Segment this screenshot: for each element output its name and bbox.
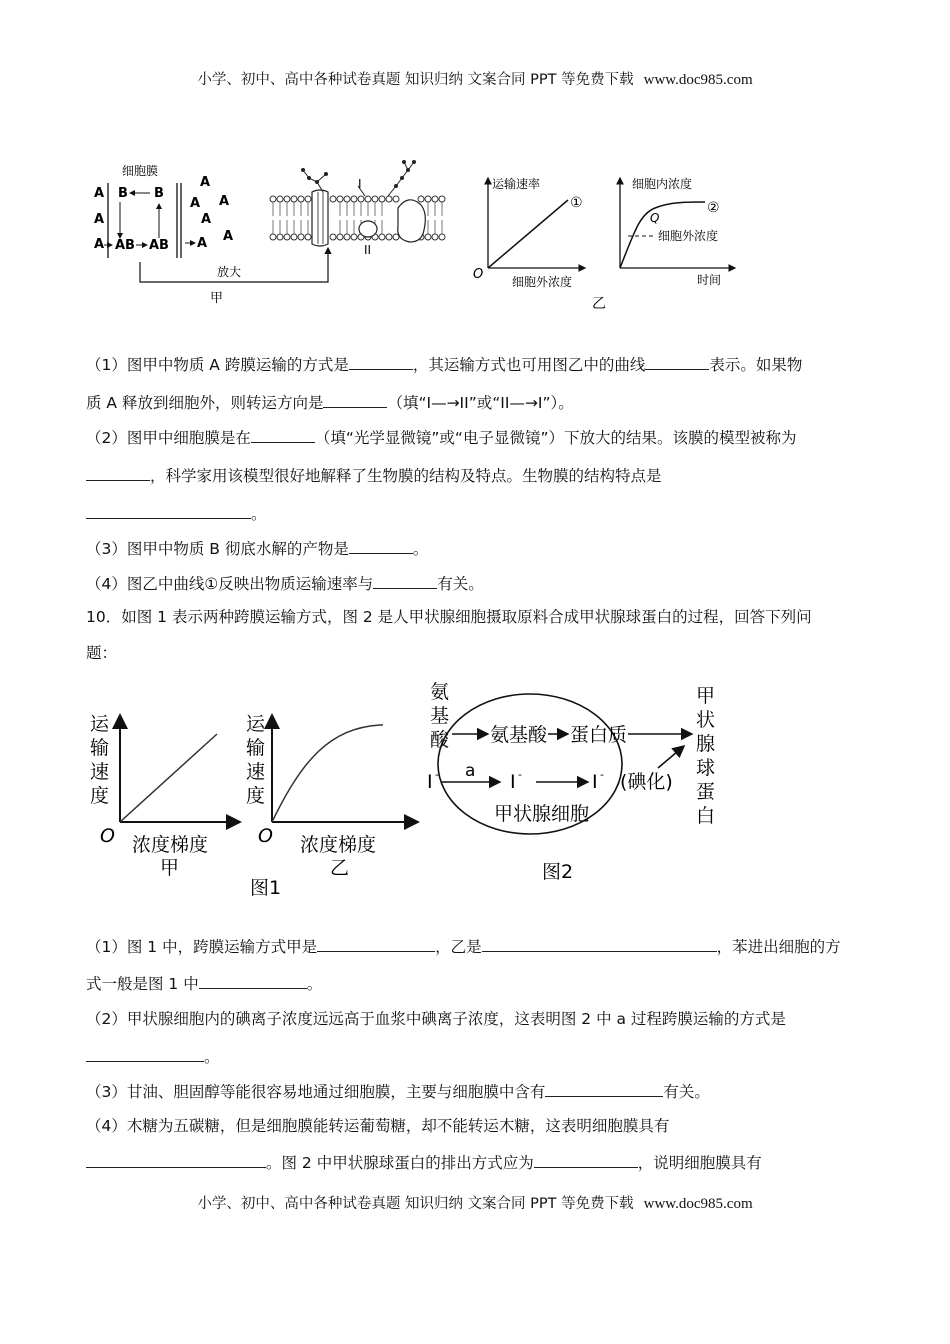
fig1b-ylabel-char: 输: [246, 737, 266, 759]
q9-text: （填“I—→II”或“II—→I”）。: [387, 394, 574, 412]
fig2-amino-char: 基: [430, 705, 450, 727]
q9-text: 质 A 释放到细胞外，则转运方向是: [86, 394, 324, 412]
q10-text: 式一般是图 1 中: [86, 975, 199, 993]
q10-text: ，苯进出细胞的方: [716, 938, 841, 956]
letter-a4: A: [200, 175, 211, 190]
page-footer: [0, 1192, 950, 1213]
fig1b-ylabel-char: 运: [246, 713, 266, 735]
letter-a7: A: [201, 212, 212, 227]
g1-curve-label: ①: [570, 195, 583, 211]
answer-blank[interactable]: [482, 937, 717, 952]
fig2-product-char: 甲: [696, 685, 716, 707]
answer-blank[interactable]: [349, 539, 413, 554]
answer-blank[interactable]: [251, 428, 315, 443]
graph-2: [620, 176, 735, 287]
fig1b-xlabel: 浓度梯度: [300, 834, 377, 856]
q9-text: （3）图甲中物质 B 彻底水解的产物是: [86, 540, 349, 558]
fig1-graph-yi: [246, 713, 418, 879]
fig2-amino-char: 氨: [430, 681, 450, 703]
q10-intro-2: 题：: [86, 644, 118, 662]
q10-text: （3）甘油、胆固醇等能很容易地通过细胞膜，主要与细胞膜中含有: [86, 1083, 546, 1101]
q9-line-5: [86, 503, 876, 525]
fig2-diagram: [427, 681, 715, 883]
letter-ab1: AB: [115, 238, 135, 253]
letter-a9: A: [223, 229, 234, 244]
fig2-a-label: a: [465, 761, 476, 781]
q9-text: 。: [412, 540, 429, 558]
answer-blank[interactable]: [199, 974, 307, 989]
q9-text: （4）图乙中曲线①反映出物质运输速率与: [86, 575, 374, 593]
jia-label: 甲: [210, 291, 224, 306]
fig2-caption: 图2: [542, 861, 574, 883]
fig2-product-char: 白: [696, 805, 716, 827]
fig1a-ylabel-char: 度: [90, 785, 110, 807]
answer-blank[interactable]: [373, 574, 437, 589]
fig2-minus: -: [435, 768, 439, 781]
fig2-protein: 蛋白质: [570, 724, 628, 746]
q10-text: 。图 2 中甲状腺球蛋白的排出方式应为: [266, 1154, 534, 1172]
fig2-cell-label: 甲状腺细胞: [494, 803, 590, 825]
answer-blank[interactable]: [86, 1047, 204, 1062]
label-II: II: [364, 243, 372, 257]
fig1-graph-jia: [90, 713, 240, 879]
fig1a-sub-label: 甲: [160, 857, 180, 879]
fig2-iodide-in2: I: [592, 771, 598, 793]
g2-dashed-label: 细胞外浓度: [658, 229, 719, 243]
footer-text: 小学、初中、高中各种试卷真题 知识归纳 文案合同 PPT 等免费下载: [197, 1196, 634, 1212]
q9-text: 有关。: [437, 575, 484, 593]
header-text: 小学、初中、高中各种试卷真题 知识归纳 文案合同 PPT 等免费下载: [197, 72, 634, 88]
g1-origin: O: [473, 267, 484, 282]
letter-a5: A: [190, 196, 201, 211]
letter-ab2: AB: [149, 238, 169, 253]
fig2-iodination: (碘化): [620, 771, 673, 793]
q9-line-1: [86, 354, 876, 376]
q10-line-1: [86, 936, 876, 958]
q9-line-4: [86, 465, 876, 487]
fig2-amino-char: 酸: [430, 729, 450, 751]
fig2-iodide-outside: I: [427, 771, 433, 793]
g1-xlabel: 细胞外浓度: [512, 275, 573, 289]
answer-blank[interactable]: [86, 1153, 266, 1168]
bilayer: [270, 160, 448, 257]
q9-line-2: [86, 392, 876, 414]
fig2-product-char: 球: [696, 757, 716, 779]
q10-line-4: [86, 1046, 876, 1068]
fig1b-ylabel-char: 速: [246, 761, 266, 783]
figure-jia-yi: [80, 150, 780, 325]
fig1a-origin: O: [100, 825, 115, 847]
letter-a3: A: [94, 237, 105, 252]
fig2-minus: -: [600, 768, 604, 781]
g1-ylabel: 运输速率: [492, 177, 541, 191]
q9-line-7: [86, 573, 876, 595]
q10-text: 有关。: [663, 1083, 710, 1101]
q9-line-6: [86, 538, 876, 560]
q10-line-2: [86, 973, 876, 995]
fig2-product-char: 蛋: [696, 781, 716, 803]
q10-line-7: [86, 1152, 876, 1174]
q10-text: 。: [306, 975, 323, 993]
fig1a-xlabel: 浓度梯度: [132, 834, 209, 856]
q9-text: 表示。如果物: [709, 356, 803, 374]
answer-blank[interactable]: [545, 1082, 663, 1097]
fig2-product-char: 腺: [696, 733, 716, 755]
fig1b-origin: O: [258, 825, 273, 847]
q9-text: （2）图甲中细胞膜是在: [86, 429, 251, 447]
q9-line-3: [86, 427, 876, 449]
q10-text: ，说明细胞膜具有: [637, 1154, 762, 1172]
graph-1: [473, 176, 585, 289]
g2-ylabel: 细胞内浓度: [632, 177, 693, 191]
q10-line-6: （4）木糖为五碳糖，但是细胞膜能转运葡萄糖，却不能转运木糖，这表明细胞膜具有: [86, 1117, 670, 1135]
fig2-amino-inside: 氨基酸: [490, 724, 548, 746]
q10-text: ，乙是: [435, 938, 482, 956]
fig1a-ylabel-char: 运: [90, 713, 110, 735]
q10-text: 。: [204, 1048, 220, 1066]
membrane-label: 细胞膜: [122, 164, 159, 178]
letter-a1: A: [94, 186, 105, 201]
q10-line-5: [86, 1081, 876, 1103]
g2-point-q: Q: [650, 211, 660, 225]
fig1a-ylabel-char: 速: [90, 761, 110, 783]
page-header: [0, 68, 950, 89]
fig2-product-char: 状: [696, 709, 716, 731]
footer-url: www.doc985.com: [643, 1196, 753, 1212]
q10-text: （1）图 1 中，跨膜运输方式甲是: [86, 938, 318, 956]
q9-text: 。: [251, 505, 267, 523]
q9-text: ，科学家用该模型很好地解释了生物膜的结构及特点。生物膜的结构特点是: [150, 467, 662, 485]
answer-blank[interactable]: [323, 393, 387, 408]
fig2-minus: -: [518, 768, 522, 781]
fig1a-ylabel-char: 输: [90, 737, 110, 759]
answer-blank[interactable]: [534, 1153, 638, 1168]
q9-text: （填“光学显微镜”或“电子显微镜”）下放大的结果。该膜的模型被称为: [314, 429, 797, 447]
q9-text: （1）图甲中物质 A 跨膜运输的方式是: [86, 356, 349, 374]
letter-b2: B: [154, 186, 164, 201]
zoom-label: 放大: [217, 265, 242, 279]
g2-curve-label: ②: [707, 200, 720, 216]
figure-1-2: [80, 670, 740, 905]
q10-intro-1: 10．如图 1 表示两种跨膜运输方式，图 2 是人甲状腺细胞摄取原料合成甲状腺球蛋白的过程，回答下列问: [86, 608, 812, 626]
g2-xlabel: 时间: [697, 273, 722, 287]
fig2-iodide-in1: I: [510, 771, 516, 793]
label-I: I: [358, 177, 362, 191]
answer-blank[interactable]: [317, 937, 435, 952]
header-url: www.doc985.com: [643, 72, 753, 88]
answer-blank[interactable]: [86, 466, 150, 481]
fig1-caption: 图1: [250, 877, 282, 899]
answer-blank[interactable]: [349, 355, 413, 370]
letter-a8: A: [197, 236, 208, 251]
letter-b1: B: [118, 186, 128, 201]
fig1b-sub-label: 乙: [330, 857, 350, 879]
answer-blank[interactable]: [86, 504, 251, 519]
yi-label: 乙: [592, 296, 606, 312]
answer-blank[interactable]: [645, 355, 709, 370]
fig1b-ylabel-char: 度: [246, 785, 266, 807]
q10-line-3: （2）甲状腺细胞内的碘离子浓度远远高于血浆中碘离子浓度，这表明图 2 中 a 过程跨膜运输的方式是: [86, 1010, 786, 1028]
letter-a6: A: [219, 194, 230, 209]
letter-a2: A: [94, 212, 105, 227]
q9-text: ，其运输方式也可用图乙中的曲线: [412, 356, 646, 374]
